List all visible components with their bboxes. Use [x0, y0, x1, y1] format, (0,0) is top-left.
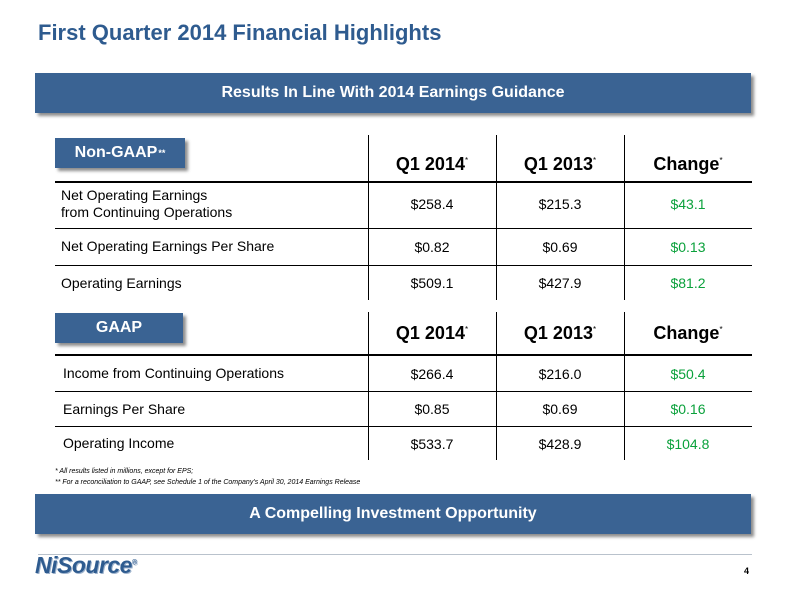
value-q1-2013: $428.9: [538, 435, 582, 452]
value-change: $50.4: [670, 365, 706, 382]
row-label: Net Operating Earnings Per Share: [61, 238, 275, 254]
logo-text: NiSource: [35, 552, 132, 578]
value-q1-2014: $533.7: [410, 435, 454, 452]
header-q1-2014: Q1 2014*: [395, 153, 469, 174]
value-q1-2013: $427.9: [538, 275, 582, 291]
guidance-banner: Results In Line With 2014 Earnings Guidance: [35, 73, 751, 113]
gaap-table: [55, 312, 752, 460]
value-change: $0.13: [670, 238, 706, 255]
footer-divider: [38, 554, 752, 555]
value-q1-2013: $0.69: [542, 401, 578, 417]
value-q1-2014: $509.1: [410, 275, 454, 291]
table-row: [55, 266, 752, 300]
value-change: $43.1: [670, 196, 706, 212]
non-gaap-tag-mark: **: [158, 148, 166, 158]
row-label: Operating Income: [63, 435, 175, 451]
row-label: Income from Continuing Operations: [63, 365, 284, 381]
table-row: [55, 392, 752, 426]
header-q1-2013: Q1 2013*: [523, 322, 597, 343]
value-q1-2014: $0.85: [414, 401, 450, 417]
gaap-tag-label: GAAP: [95, 319, 143, 336]
value-q1-2013: $216.0: [538, 365, 582, 382]
footnote-eps: * All results listed in millions, except for EPS;: [55, 468, 194, 475]
table-row: [55, 229, 752, 264]
logo-mark: ®: [131, 559, 137, 567]
row-label: Net Operating Earnings: [61, 187, 208, 203]
non-gaap-header-row: [55, 147, 752, 181]
row-label: Operating Earnings: [61, 274, 182, 291]
nisource-logo: [35, 552, 137, 579]
header-change: Change*: [653, 153, 723, 174]
table-row: [55, 183, 752, 225]
header-q1-2013: Q1 2013*: [523, 153, 597, 174]
header-change: Change*: [653, 322, 723, 343]
value-q1-2014: $0.82: [414, 238, 450, 255]
page-number: 4: [744, 566, 750, 576]
header-q1-2014: Q1 2014*: [395, 322, 469, 343]
value-q1-2013: $215.3: [538, 196, 582, 212]
value-q1-2013: $0.69: [542, 238, 578, 255]
value-change: $81.2: [670, 275, 706, 291]
gaap-header-row: [55, 314, 752, 352]
table-row: [55, 356, 752, 391]
row-label: Earnings Per Share: [63, 400, 186, 417]
value-change: $104.8: [666, 435, 710, 452]
non-gaap-tag-label: Non-GAAP: [74, 144, 158, 161]
table-row: [55, 427, 752, 460]
footnotes: [55, 466, 360, 488]
value-q1-2014: $258.4: [410, 196, 454, 212]
footnote-reconciliation: ** For a reconciliation to GAAP, see Schedule 1 of the Company’s April 30, 2014 Earnings Release: [55, 479, 361, 486]
investment-banner: A Compelling Investment Opportunity: [35, 494, 751, 534]
non-gaap-table: [55, 135, 752, 300]
value-q1-2014: $266.4: [410, 365, 454, 382]
row-label-line2: from Continuing Operations: [61, 204, 233, 220]
value-change: $0.16: [670, 401, 706, 417]
page-title: First Quarter 2014 Financial Highlights: [38, 20, 442, 45]
